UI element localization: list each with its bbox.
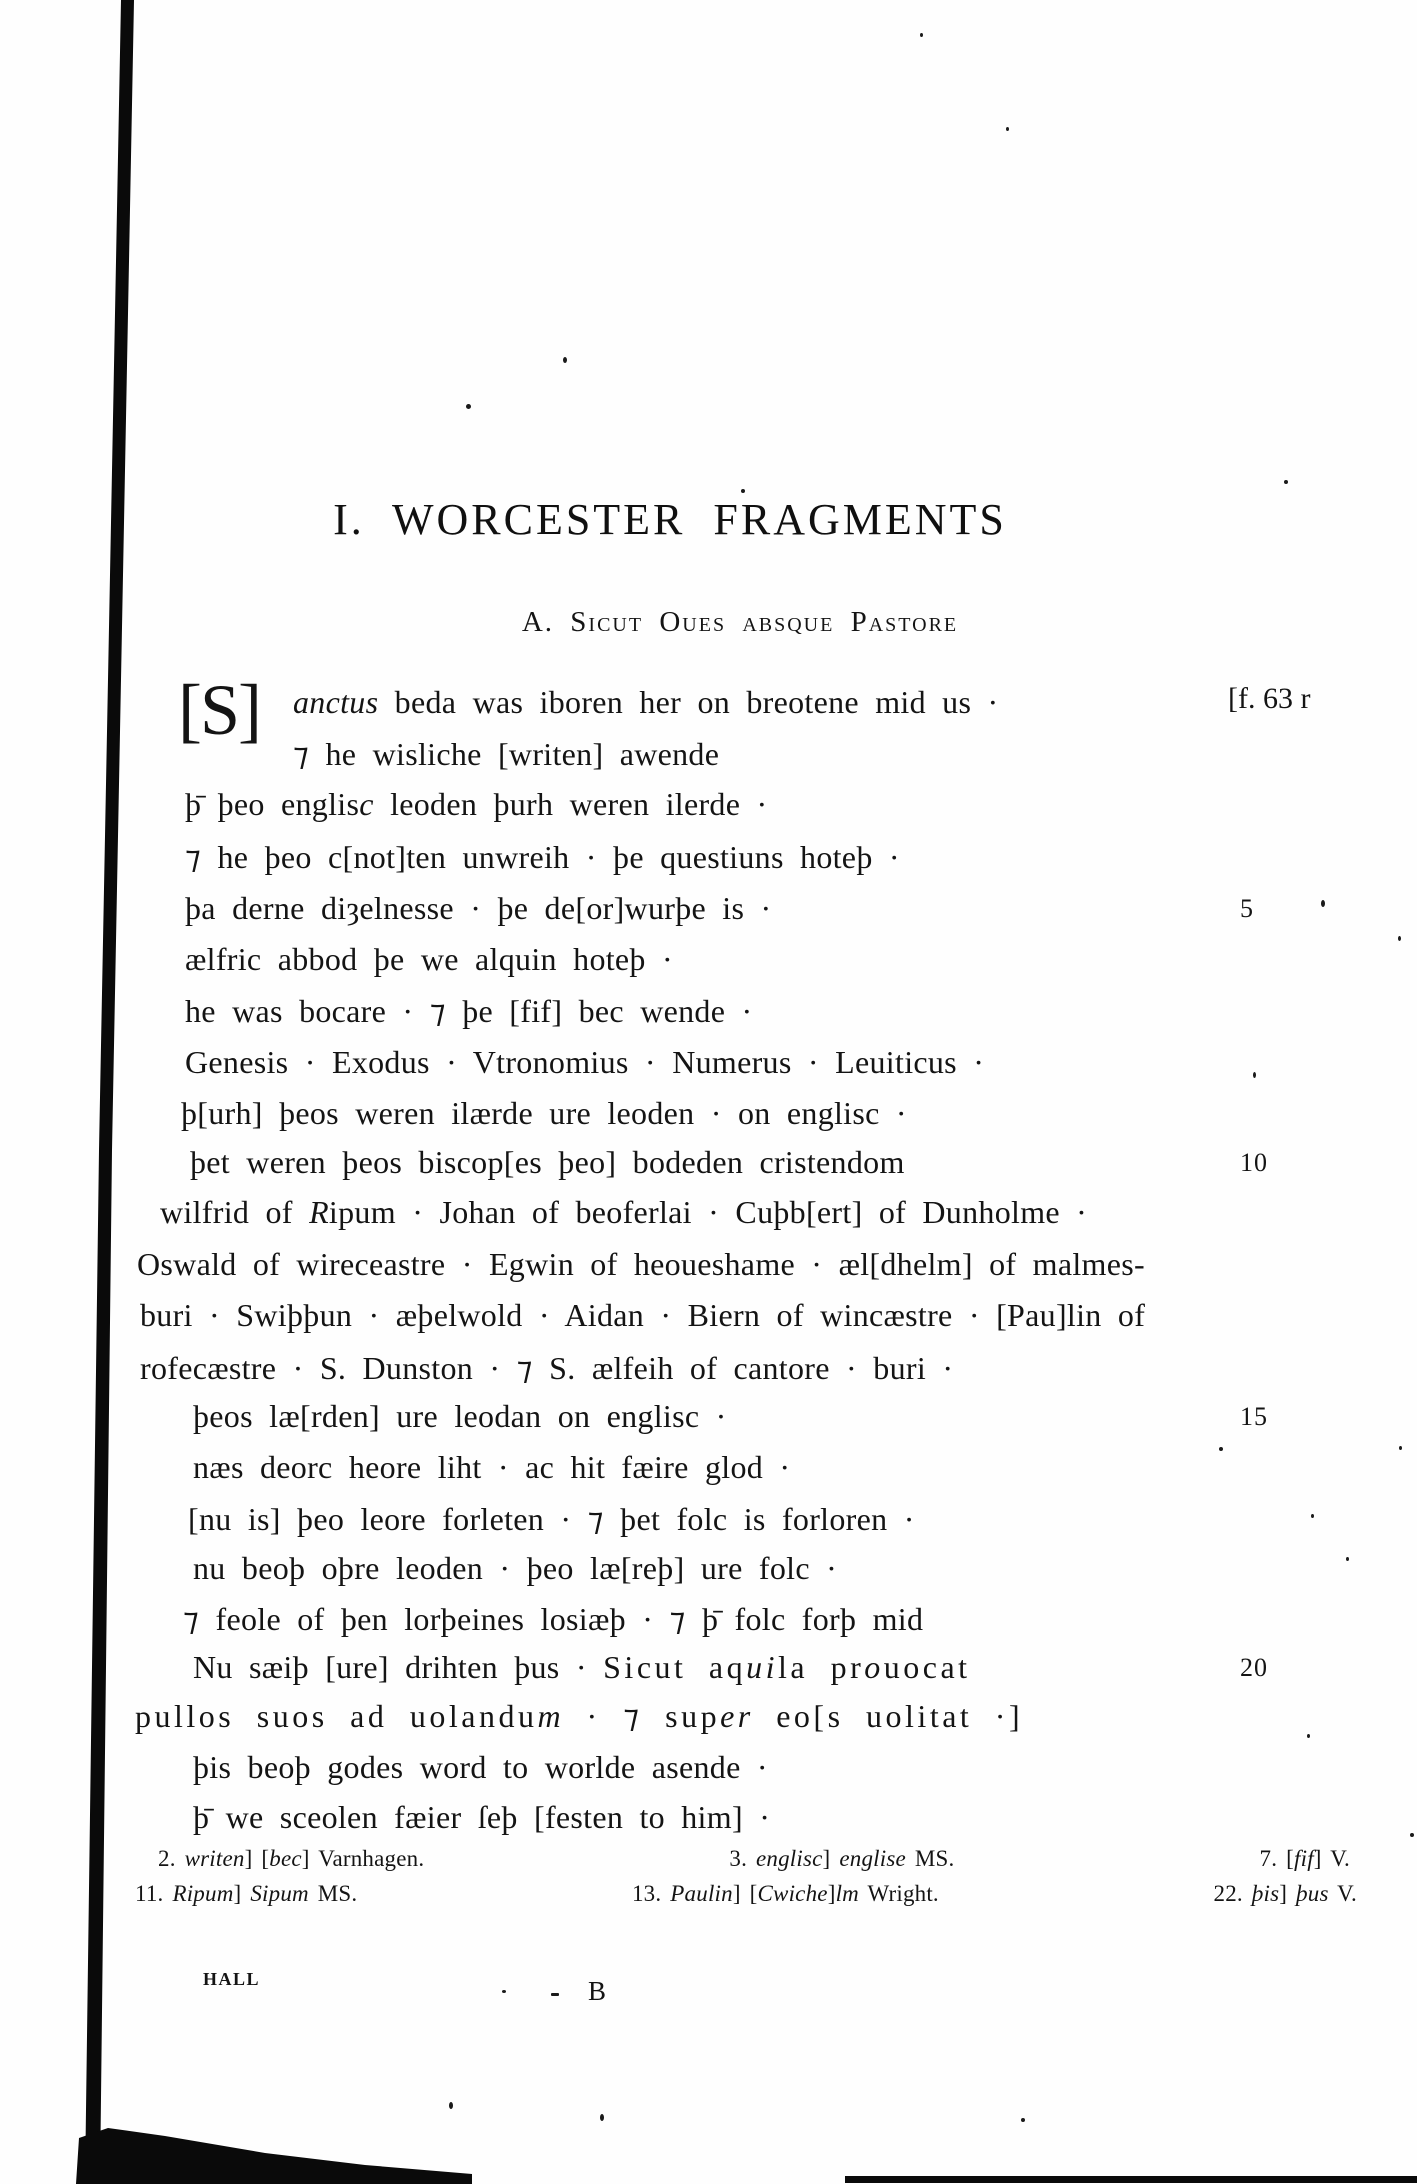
line-number: 15 xyxy=(1240,1402,1268,1431)
text-segment: ] Varnhagen. xyxy=(301,1846,425,1871)
poem-line xyxy=(293,735,719,773)
bottom-right-edge-line xyxy=(845,2176,1417,2183)
text-segment: næs deorc heore liht · ac hit fæire glod · xyxy=(193,1449,791,1485)
text-segment: la pr xyxy=(778,1649,865,1685)
text-segment: MS. xyxy=(308,1881,358,1906)
text-segment: ] [ xyxy=(732,1881,758,1906)
text-segment: buri · Swiþþun · æþelwold · Aidan · Biern of wincæstre · [Pau]lin of xyxy=(140,1297,1146,1333)
text-segment: ælfric abbod þe we alquin hoteþ · xyxy=(185,941,673,977)
scan-speck xyxy=(1253,1072,1256,1078)
scan-speck xyxy=(449,2102,453,2109)
scan-speck xyxy=(1284,480,1288,484)
text-segment: ] xyxy=(233,1881,251,1906)
footnote-entry xyxy=(158,1846,424,1872)
footnote-entry xyxy=(1214,1881,1357,1907)
line-number: 10 xyxy=(1240,1148,1268,1177)
gathering-letter: B xyxy=(588,1976,607,2006)
line-number: 5 xyxy=(1240,894,1254,923)
poem-line xyxy=(185,838,900,876)
text-segment: Sicut aq xyxy=(603,1649,747,1685)
poem-line xyxy=(190,1144,905,1181)
text-segment: þ̄ þeo englis xyxy=(185,786,360,822)
poem-line xyxy=(140,1349,953,1387)
poem-line xyxy=(193,1799,770,1836)
scan-speck xyxy=(1219,1447,1223,1451)
text-segment: 22. xyxy=(1213,1881,1252,1906)
text-segment: c xyxy=(359,786,374,822)
text-segment: bec xyxy=(269,1846,302,1871)
text-segment: pullos suos ad uolandu xyxy=(135,1698,538,1734)
poem-line xyxy=(181,1095,907,1132)
drop-cap-initial: [S] xyxy=(178,670,260,750)
poem-line xyxy=(185,890,772,927)
poem-line xyxy=(185,1044,984,1081)
text-segment: nu beoþ oþre leoden · þeo læ[reþ] ure folc · xyxy=(193,1550,838,1586)
poem-line xyxy=(185,992,753,1030)
text-segment: beda was iboren her on breotene mid us · xyxy=(378,684,999,720)
poem-line xyxy=(183,1600,923,1638)
text-segment: Nu sæiþ [ure] drihten þus · xyxy=(193,1649,604,1685)
text-segment: [nu is] þeo leore forleten · ⁊ þet folc is forloren · xyxy=(188,1501,915,1537)
line-number: 20 xyxy=(1240,1653,1268,1682)
text-segment: anctus xyxy=(293,684,379,720)
text-segment: wilfrid of xyxy=(160,1194,310,1230)
text-segment: þet weren þeos biscop[es þeo] bodeden cristendom xyxy=(190,1144,905,1180)
page-title: I. WORCESTER FRAGMENTS xyxy=(333,495,1007,544)
text-segment: leoden þurh weren ilerde · xyxy=(373,786,768,822)
scan-speck xyxy=(1410,1833,1414,1837)
scan-speck xyxy=(600,2114,604,2121)
poem-line xyxy=(193,1449,790,1486)
poem-line xyxy=(193,1749,768,1786)
text-segment: ⁊ feole of þen lorþeines losiæþ · ⁊ þ̄ folc forþ mid xyxy=(183,1601,924,1637)
text-segment: rofecæstre · S. Dunston · ⁊ S. ælfeih of cantore · buri · xyxy=(140,1350,954,1386)
text-segment: ipum · Johan of beoferlai · Cuþb[ert] of Dunholme · xyxy=(328,1194,1088,1230)
scan-speck xyxy=(466,404,471,409)
text-segment: R xyxy=(309,1194,329,1230)
section-heading: A. Sicut Oues absque Pastore xyxy=(521,606,959,638)
scan-speck xyxy=(1006,127,1009,131)
bottom-left-shadow-wedge xyxy=(76,2128,472,2184)
poem-line xyxy=(185,786,768,823)
text-segment: eo[s uolitat ·] xyxy=(753,1698,1024,1734)
poem-line xyxy=(160,1194,1087,1231)
text-segment: þa derne diȝelnesse · þe de[or]wurþe is · xyxy=(185,890,772,926)
poem-line xyxy=(137,1246,1145,1283)
text-segment: Oswald of wireceastre · Egwin of heoueshame · æl[dhelm] of malmes- xyxy=(137,1246,1145,1282)
poem-line xyxy=(135,1697,1023,1735)
text-segment: þ[urh] þeos weren ilærde ure leoden · on englisc · xyxy=(181,1095,907,1131)
text-segment: ] xyxy=(822,1846,840,1871)
text-segment: ui xyxy=(746,1649,778,1685)
text-segment: ] xyxy=(1279,1881,1297,1906)
footnote-row xyxy=(158,1846,1350,1872)
text-segment: ] [ xyxy=(244,1846,270,1871)
footnote-row xyxy=(135,1881,1357,1907)
scan-speck xyxy=(502,1990,506,1993)
text-segment: Genesis · Exodus · Vtronomius · Numerus · Leuiticus · xyxy=(185,1044,985,1080)
text-segment: er xyxy=(720,1698,754,1734)
text-segment: V. xyxy=(1328,1881,1357,1906)
text-segment: uocat xyxy=(883,1649,971,1685)
text-segment: lm xyxy=(835,1881,859,1906)
scan-speck xyxy=(920,33,923,37)
book-gutter-line xyxy=(85,0,134,2184)
folio-reference: [f. 63 r xyxy=(1228,682,1311,715)
text-segment: o xyxy=(864,1649,884,1685)
scan-speck xyxy=(563,357,567,363)
text-segment: þis xyxy=(1251,1881,1280,1906)
text-segment: þis beoþ godes word to worlde asende · xyxy=(193,1749,768,1785)
poem-line xyxy=(140,1297,1145,1334)
scan-speck xyxy=(741,489,745,493)
scan-speck xyxy=(1311,1514,1314,1518)
text-segment: m xyxy=(537,1698,565,1734)
footnote-entry xyxy=(632,1881,939,1907)
text-segment: englisc xyxy=(755,1846,823,1871)
scan-speck xyxy=(551,1993,559,1996)
scan-speck xyxy=(1399,1446,1402,1450)
text-segment: Sipum xyxy=(250,1881,309,1906)
text-segment: þ̄ we sceolen fæier ſeþ [festen to him] · xyxy=(193,1799,771,1835)
text-segment: 3. xyxy=(729,1846,756,1871)
text-segment: ⁊ he þeo c[not]ten unwreih · þe questiuns hoteþ · xyxy=(185,839,900,875)
text-segment: Wright. xyxy=(858,1881,939,1906)
text-segment: englise xyxy=(839,1846,906,1871)
text-segment: þeos læ[rden] ure leodan on englisc · xyxy=(193,1398,727,1434)
poem-line xyxy=(185,941,673,978)
scan-speck xyxy=(1398,936,1401,941)
poem-line xyxy=(193,1398,727,1435)
scan-speck xyxy=(1307,1734,1310,1738)
text-segment: MS. xyxy=(905,1846,955,1871)
text-segment: writen xyxy=(184,1846,245,1871)
text-segment: Ripum xyxy=(172,1881,234,1906)
text-segment: 7. [ xyxy=(1259,1846,1295,1871)
text-segment: ] xyxy=(827,1881,836,1906)
text-segment: fif xyxy=(1294,1846,1314,1871)
text-segment: Cwiche xyxy=(757,1881,828,1906)
footnote-entry xyxy=(1260,1846,1350,1872)
scan-speck xyxy=(1021,2118,1025,2122)
printer-signature: HALL xyxy=(203,1969,261,1989)
poem-line xyxy=(193,1550,837,1587)
text-segment: 11. xyxy=(135,1881,173,1906)
poem-line xyxy=(188,1500,915,1538)
text-segment: ] V. xyxy=(1313,1846,1350,1871)
scan-speck xyxy=(1346,1557,1349,1561)
text-segment: þus xyxy=(1296,1881,1329,1906)
text-segment: · ⁊ sup xyxy=(564,1698,721,1734)
text-segment: 13. xyxy=(631,1881,671,1906)
text-segment: he was bocare · ⁊ þe [fif] bec wende · xyxy=(185,993,753,1029)
footnote-entry xyxy=(729,1846,954,1872)
scan-speck xyxy=(1321,900,1325,907)
footnote-entry xyxy=(135,1881,357,1907)
text-segment: Paulin xyxy=(670,1881,733,1906)
text-segment: 2. xyxy=(158,1846,185,1871)
poem-line xyxy=(193,1649,971,1686)
text-segment: ⁊ he wisliche [writen] awende xyxy=(293,736,720,772)
poem-line xyxy=(293,684,999,721)
